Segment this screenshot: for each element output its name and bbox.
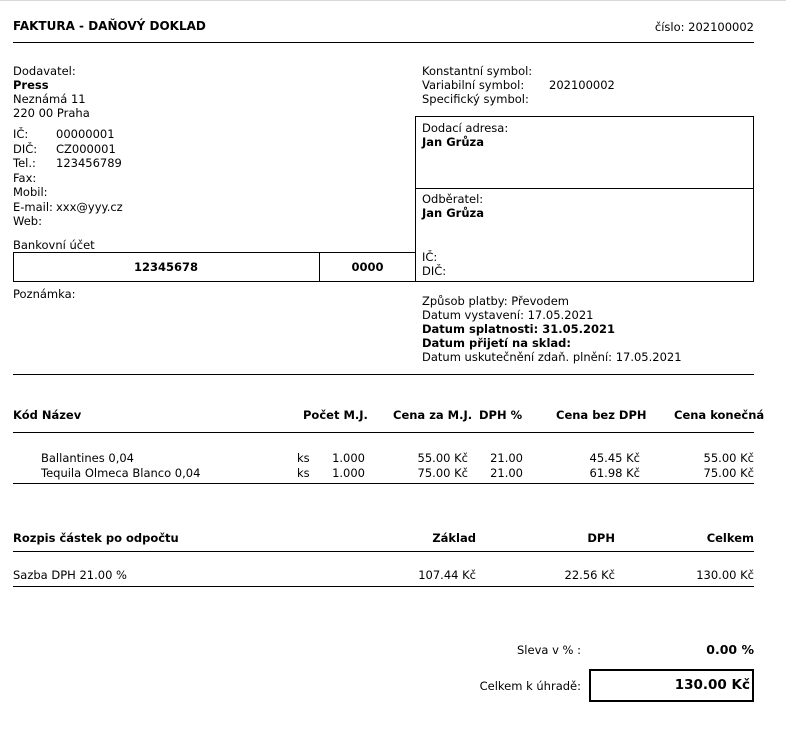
supplier-email: xxx@yyy.cz bbox=[56, 200, 123, 214]
customer-dic-label: DIČ: bbox=[422, 264, 447, 278]
supplier-web-label: Web: bbox=[13, 214, 42, 228]
discount-label: Sleva v % : bbox=[517, 643, 581, 657]
stock-date: Datum přijetí na sklad: bbox=[422, 336, 571, 350]
item-price-no-vat: 61.98 Kč bbox=[589, 466, 640, 480]
items-header-divider bbox=[13, 432, 754, 433]
summary-col-base: Základ bbox=[432, 531, 476, 545]
item-total: 55.00 Kč bbox=[703, 451, 754, 465]
amount-due-value: 130.00 Kč bbox=[674, 677, 750, 693]
supplier-fax-label: Fax: bbox=[13, 171, 37, 185]
delivery-address-name: Jan Grůza bbox=[422, 135, 484, 149]
customer-label: Odběratel: bbox=[422, 192, 484, 206]
supplier-street: Neznámá 11 bbox=[13, 92, 86, 106]
item-total: 75.00 Kč bbox=[703, 466, 754, 480]
supplier-tel-label: Tel.: bbox=[13, 156, 36, 170]
customer-name: Jan Grůza bbox=[422, 206, 484, 220]
item-unit-price: 75.00 Kč bbox=[417, 466, 468, 480]
bank-code: 0000 bbox=[351, 260, 384, 274]
constant-symbol-label: Konstantní symbol: bbox=[422, 64, 533, 78]
delivery-address-label: Dodací adresa: bbox=[422, 121, 509, 135]
summary-col-vat: DPH bbox=[587, 531, 615, 545]
note-label: Poznámka: bbox=[13, 287, 76, 301]
item-price-no-vat: 45.45 Kč bbox=[589, 451, 640, 465]
summary-header-divider bbox=[13, 551, 754, 552]
col-total: Cena konečná bbox=[674, 408, 765, 422]
item-name: Tequila Olmeca Blanco 0,04 bbox=[41, 466, 201, 480]
summary-base: 107.44 Kč bbox=[418, 568, 476, 582]
col-vat: DPH % bbox=[479, 408, 523, 422]
item-name: Ballantines 0,04 bbox=[41, 451, 134, 465]
item-qty: 1.000 bbox=[332, 466, 365, 480]
bank-account-number: 12345678 bbox=[133, 260, 198, 274]
page-top-border bbox=[0, 0, 786, 1]
supplier-email-label: E-mail: bbox=[13, 200, 53, 214]
item-qty: 1.000 bbox=[332, 451, 365, 465]
supplier-tel: 123456789 bbox=[56, 156, 122, 170]
item-unit: ks bbox=[297, 466, 310, 480]
col-unit-price: Cena za M.J. bbox=[393, 408, 473, 422]
invoice-title: FAKTURA - DAŇOVÝ DOKLAD bbox=[13, 19, 206, 33]
supplier-city: 220 00 Praha bbox=[13, 106, 90, 120]
item-vat: 21.00 bbox=[490, 466, 523, 480]
bank-account-label: Bankovní účet bbox=[13, 238, 95, 252]
col-price-no-vat: Cena bez DPH bbox=[556, 408, 647, 422]
discount-value: 0.00 % bbox=[706, 642, 754, 657]
supplier-dic: CZ000001 bbox=[56, 142, 116, 156]
item-unit-price: 55.00 Kč bbox=[417, 451, 468, 465]
section-divider bbox=[13, 374, 754, 375]
invoice-number: číslo: 202100002 bbox=[654, 20, 754, 34]
item-vat: 21.00 bbox=[490, 451, 523, 465]
item-unit: ks bbox=[297, 451, 310, 465]
summary-end-divider bbox=[13, 586, 754, 587]
supplier-label: Dodavatel: bbox=[13, 64, 76, 78]
header-divider bbox=[13, 42, 754, 43]
summary-total: 130.00 Kč bbox=[696, 568, 754, 582]
due-date: Datum splatnosti: 31.05.2021 bbox=[422, 322, 615, 336]
taxable-date: Datum uskutečnění zdaň. plnění: 17.05.2021 bbox=[422, 350, 682, 364]
summary-col-total: Celkem bbox=[706, 531, 754, 545]
col-code-name: Kód Název bbox=[13, 408, 82, 422]
summary-title: Rozpis částek po odpočtu bbox=[13, 531, 179, 545]
supplier-ic: 00000001 bbox=[56, 127, 115, 141]
col-qty: Počet M.J. bbox=[303, 408, 368, 422]
supplier-name: Press bbox=[13, 78, 49, 92]
specific-symbol-label: Specifický symbol: bbox=[422, 92, 529, 106]
items-end-divider bbox=[13, 483, 754, 484]
supplier-dic-label: DIČ: bbox=[13, 142, 38, 156]
amount-due-label: Celkem k úhradě: bbox=[479, 679, 581, 693]
customer-ic-label: IČ: bbox=[422, 250, 438, 264]
payment-method: Způsob platby: Převodem bbox=[422, 294, 570, 308]
supplier-ic-label: IČ: bbox=[13, 127, 29, 141]
variable-symbol-label: Variabilní symbol: bbox=[422, 78, 525, 92]
supplier-mobil-label: Mobil: bbox=[13, 185, 48, 199]
summary-vat: 22.56 Kč bbox=[564, 568, 615, 582]
variable-symbol-value: 202100002 bbox=[549, 78, 615, 92]
summary-vat-rate: Sazba DPH 21.00 % bbox=[13, 568, 127, 582]
issue-date: Datum vystavení: 17.05.2021 bbox=[422, 308, 594, 322]
